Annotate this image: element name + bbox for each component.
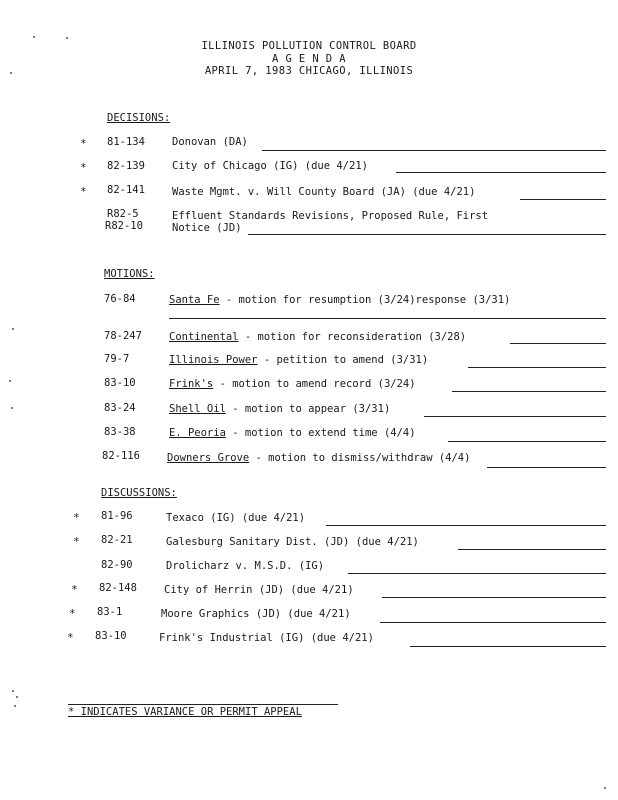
motion-description: - motion for resumption (3/24)response (3/31) — [219, 294, 511, 306]
blank-line — [248, 234, 606, 235]
party-name: E. Peoria — [169, 427, 226, 439]
header-title: ILLINOIS POLLUTION CONTROL BOARD — [201, 40, 417, 52]
case-title: Effluent Standards Revisions, Proposed Rule, First — [172, 210, 489, 222]
appeal-marker: * — [80, 161, 87, 174]
docket-number: 82-139 — [107, 160, 145, 172]
party-name: Santa Fe — [169, 294, 220, 306]
header-date-location: APRIL 7, 1983 CHICAGO, ILLINOIS — [204, 65, 414, 77]
docket-number: 83-1 — [97, 606, 123, 618]
case-title: Galesburg Sanitary Dist. (JD) (due 4/21) — [166, 536, 419, 548]
header-agenda: A G E N D A — [272, 53, 346, 65]
scan-speck — [10, 72, 12, 74]
case-title: Drolicharz v. M.S.D. (IG) — [166, 560, 325, 572]
blank-line — [262, 150, 606, 151]
docket-number: 82-21 — [101, 534, 133, 546]
docket-number: 79-7 — [104, 353, 130, 365]
case-title: Moore Graphics (JD) (due 4/21) — [161, 608, 351, 620]
appeal-marker: * — [71, 583, 78, 596]
motion-description: - motion to extend time (4/4) — [225, 427, 416, 439]
docket-number: 82-116 — [102, 450, 140, 462]
appeal-marker: * — [80, 137, 87, 150]
party-name: Frink's — [169, 378, 214, 390]
party-name: Shell Oil — [169, 403, 226, 415]
blank-line — [380, 622, 606, 623]
case-title: City of Herrin (JD) (due 4/21) — [164, 584, 354, 596]
motion-description: - motion to dismiss/withdraw (4/4) — [249, 452, 471, 464]
blank-line — [326, 525, 606, 526]
scan-speck — [12, 328, 14, 330]
case-title-continued: Notice (JD) — [172, 222, 242, 234]
party-name: Illinois Power — [169, 354, 258, 366]
motion-description: - petition to amend (3/31) — [257, 354, 429, 366]
case-title: Frink's Industrial (IG) (due 4/21) — [159, 632, 374, 644]
blank-line — [452, 391, 606, 392]
appeal-marker: * — [73, 535, 80, 548]
blank-line — [510, 343, 606, 344]
case-title: Donovan (DA) — [172, 136, 248, 148]
blank-line — [487, 467, 606, 468]
scan-speck — [14, 705, 16, 707]
docket-number: 83-10 — [104, 377, 136, 389]
docket-number: 83-10 — [95, 630, 127, 642]
docket-number: 82-141 — [107, 184, 145, 196]
blank-line — [410, 646, 606, 647]
footnote-rule — [68, 704, 338, 705]
docket-number: 83-38 — [104, 426, 136, 438]
blank-line — [396, 172, 606, 173]
scan-speck — [9, 380, 11, 382]
motion-description: - motion for reconsideration (3/28) — [238, 331, 467, 343]
docket-number: R82-5 — [107, 208, 139, 220]
scan-speck — [33, 36, 35, 38]
blank-line — [520, 199, 606, 200]
section-discussions: DISCUSSIONS: — [101, 487, 177, 499]
docket-number: 82-90 — [101, 559, 133, 571]
scan-speck — [66, 37, 68, 39]
section-motions: MOTIONS: — [104, 268, 155, 280]
docket-number: 81-96 — [101, 510, 133, 522]
scan-speck — [11, 407, 13, 409]
blank-line — [468, 367, 606, 368]
blank-line — [424, 416, 606, 417]
blank-line — [458, 549, 606, 550]
docket-number: 78-247 — [104, 330, 142, 342]
party-name: Downers Grove — [167, 452, 250, 464]
scan-speck — [16, 696, 18, 698]
motion-description: - motion to amend record (3/24) — [213, 378, 416, 390]
party-name: Continental — [169, 331, 239, 343]
appeal-marker: * — [69, 607, 76, 620]
motion-description: - motion to appear (3/31) — [225, 403, 391, 415]
footnote: * INDICATES VARIANCE OR PERMIT APPEAL — [68, 706, 302, 718]
scan-speck — [12, 690, 14, 692]
appeal-marker: * — [73, 511, 80, 524]
appeal-marker: * — [80, 185, 87, 198]
docket-number: 83-24 — [104, 402, 136, 414]
blank-line — [348, 573, 606, 574]
section-decisions: DECISIONS: — [107, 112, 171, 124]
case-title: City of Chicago (IG) (due 4/21) — [172, 160, 368, 172]
blank-line — [448, 441, 606, 442]
case-title: Texaco (IG) (due 4/21) — [166, 512, 306, 524]
scan-speck — [604, 787, 606, 789]
appeal-marker: * — [67, 631, 74, 644]
docket-number: 81-134 — [107, 136, 145, 148]
docket-number-secondary: R82-10 — [105, 220, 143, 232]
case-title: Waste Mgmt. v. Will County Board (JA) (due 4/21) — [172, 186, 476, 198]
blank-line — [382, 597, 606, 598]
docket-number: 76-84 — [104, 293, 136, 305]
blank-line — [169, 318, 606, 319]
docket-number: 82-148 — [99, 582, 137, 594]
